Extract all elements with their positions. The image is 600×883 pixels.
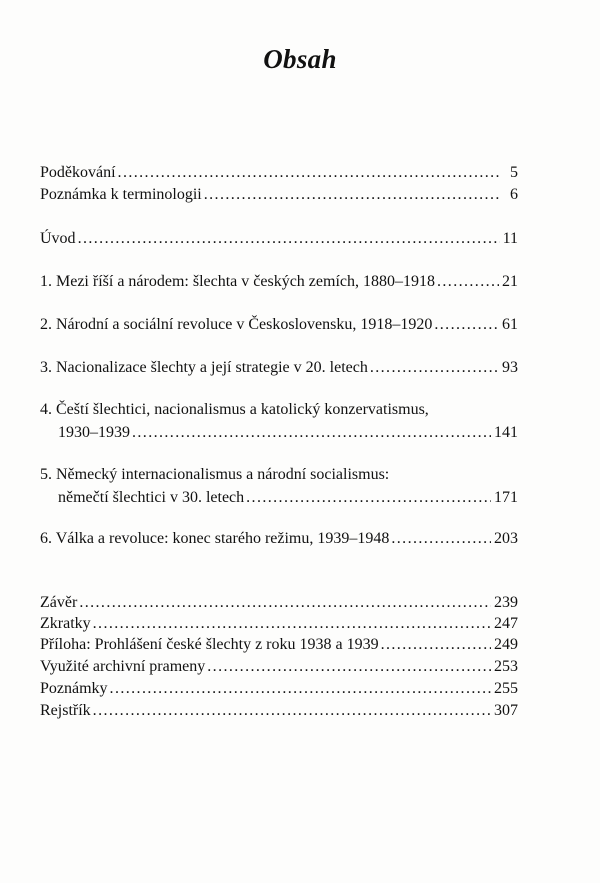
dot-leader	[434, 315, 499, 335]
toc-entry-label: Poznámka k terminologii	[40, 186, 202, 203]
toc-page-number: 247	[494, 615, 518, 632]
toc-entry-label: Rejstřík	[40, 702, 91, 719]
dot-leader	[246, 488, 491, 508]
toc-entry-label: Příloha: Prohlášení české šlechty z roku 1938 a 1939	[40, 636, 379, 653]
dot-leader	[118, 163, 501, 183]
toc-page-number: 307	[494, 702, 518, 719]
toc-entry-label: 1930–1939	[58, 424, 130, 441]
toc-entry-label: Zkratky	[40, 615, 91, 632]
toc-entry-label: 2. Národní a sociální revoluce v Československu, 1918–1920	[40, 316, 433, 333]
dot-leader	[381, 635, 491, 655]
toc-entry-chapter-1	[40, 272, 518, 292]
dot-leader	[93, 701, 491, 721]
page-title: Obsah	[263, 44, 337, 74]
toc-entry-chapter-2	[40, 315, 518, 335]
toc-page-number: 93	[502, 359, 518, 376]
toc-entry-label: Závěr	[40, 594, 78, 611]
toc-entry-label: Poděkování	[40, 164, 116, 181]
toc-entry-chapter-6	[40, 529, 518, 549]
toc-page-number: 239	[494, 594, 518, 611]
dot-leader	[78, 229, 500, 249]
toc-entry-podekovani	[40, 163, 518, 183]
toc-entry-label: 1. Mezi říší a národem: šlechta v českých zemích, 1880–1918	[40, 273, 435, 290]
toc-entry-label-line1: 5. Německý internacionalismus a národní socialismus:	[40, 466, 390, 483]
toc-entry-label: Poznámky	[40, 680, 108, 697]
dot-leader	[207, 657, 491, 677]
toc-entry-archivni-prameny	[40, 657, 518, 677]
toc-entry-label-line1: 4. Čeští šlechtici, nacionalismus a katolický konzervatismus,	[40, 401, 429, 418]
toc-entry-zaver	[40, 593, 518, 613]
toc-entry-label: Úvod	[40, 230, 76, 247]
toc-page-number: 171	[494, 489, 518, 506]
toc-entry-label: 6. Válka a revoluce: konec starého režimu, 1939–1948	[40, 530, 390, 547]
dot-leader	[110, 679, 491, 699]
toc-entry-label: němečtí šlechtici v 30. letech	[58, 489, 245, 506]
toc-page-number: 255	[494, 680, 518, 697]
dot-leader	[132, 423, 491, 443]
dot-leader	[79, 593, 491, 613]
toc-page-number: 253	[494, 658, 518, 675]
dot-leader	[93, 614, 491, 634]
toc-page-number: 249	[494, 636, 518, 653]
dot-leader	[370, 358, 499, 378]
toc-page-number: 11	[502, 230, 518, 247]
toc-page-number: 21	[502, 273, 518, 290]
toc-page-number: 203	[494, 530, 518, 547]
toc-page-number: 61	[502, 316, 518, 333]
dot-leader	[437, 272, 499, 292]
toc-page-number: 141	[494, 424, 518, 441]
toc-entry-uvod	[40, 229, 518, 249]
dot-leader	[391, 529, 491, 549]
toc-entry-poznamka-k-terminologii	[40, 185, 518, 205]
toc-entry-chapter-4	[40, 400, 518, 443]
toc-entry-label: 3. Nacionalizace šlechty a její strategie v 20. letech	[40, 359, 368, 376]
dot-leader	[204, 185, 501, 205]
toc-entry-chapter-3	[40, 358, 518, 378]
toc-entry-zkratky	[40, 614, 518, 634]
toc-entry-poznamky	[40, 679, 518, 699]
toc-entry-priloha	[40, 635, 518, 655]
toc-entry-label: Využité archivní prameny	[40, 658, 206, 675]
toc-page-number: 5	[510, 164, 518, 181]
toc-entry-rejstrik	[40, 701, 518, 721]
toc-page-number: 6	[510, 186, 518, 203]
toc-entry-chapter-5	[40, 465, 518, 508]
